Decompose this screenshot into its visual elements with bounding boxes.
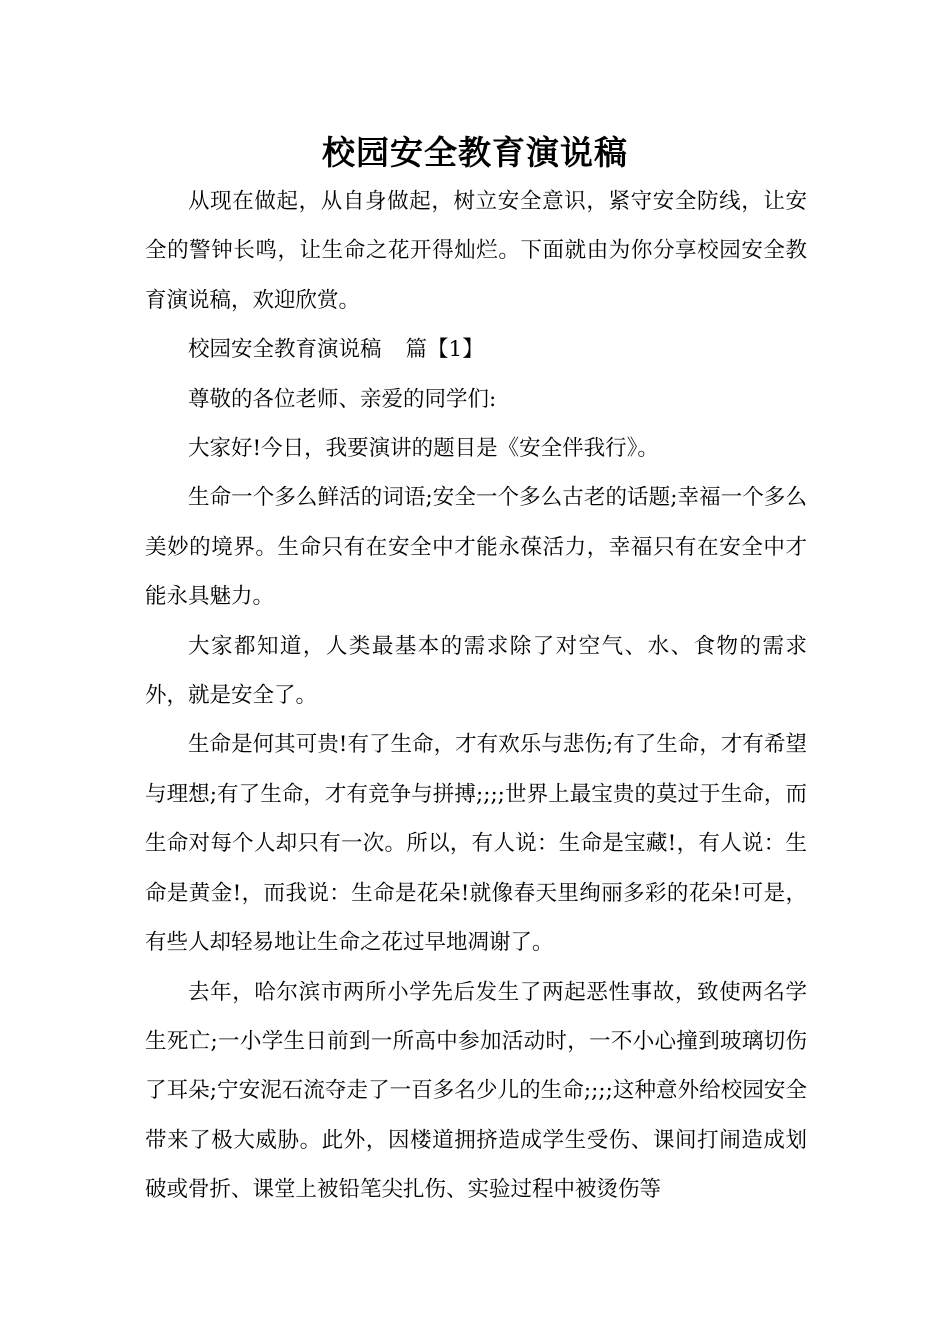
paragraph-life-precious: 生命是何其可贵!有了生命，才有欢乐与悲伤;有了生命，才有希望与理想;有了生命，才有竞争与拼搏;;;;世界上最宝贵的莫过于生命，而生命对每个人却只有一次。所以，有人说：生命是宝藏!，有人说：生命是黄金!，而我说：生命是花朵!就像春天里绚丽多彩的花朵!可是，有些人却轻易地让生命之花过早地凋谢了。 [145, 732, 807, 956]
paragraph-accidents: 去年，哈尔滨市两所小学先后发生了两起恶性事故，致使两名学生死亡;一小学生日前到一所高中参加活动时，一不小心撞到玻璃切伤了耳朵;宁安泥石流夺走了一百多名少儿的生命;;;;这种意外给校园安全带来了极大威胁。此外，因楼道拥挤造成学生受伤、课间打闹造成划破或骨折、课堂上被铅笔尖扎伤、实验过程中被烫伤等 [145, 979, 807, 1203]
paragraph-basic-needs: 大家都知道，人类最基本的需求除了对空气、水、食物的需求外，就是安全了。 [145, 633, 807, 709]
salutation: 尊敬的各位老师、亲爱的同学们: [188, 386, 497, 412]
section-heading-label: 篇【1】 [405, 337, 484, 363]
document-body [145, 177, 807, 1215]
section-heading [145, 325, 807, 374]
section-heading-title: 校园安全教育演说稿 [188, 337, 382, 363]
intro-paragraph: 从现在做起，从自身做起，树立安全意识，紧守安全防线，让安全的警钟长鸣，让生命之花开得灿烂。下面就由为你分享校园安全教育演说稿，欢迎欣赏。 [145, 189, 807, 313]
paragraph-life-safety: 生命一个多么鲜活的词语;安全一个多么古老的话题;幸福一个多么美妙的境界。生命只有在安全中才能永葆活力，幸福只有在安全中才能永具魅力。 [145, 485, 807, 610]
paragraph-greeting: 大家好!今日，我要演讲的题目是《安全伴我行》。 [188, 436, 659, 462]
document-title: 校园安全教育演说稿 [322, 133, 628, 172]
